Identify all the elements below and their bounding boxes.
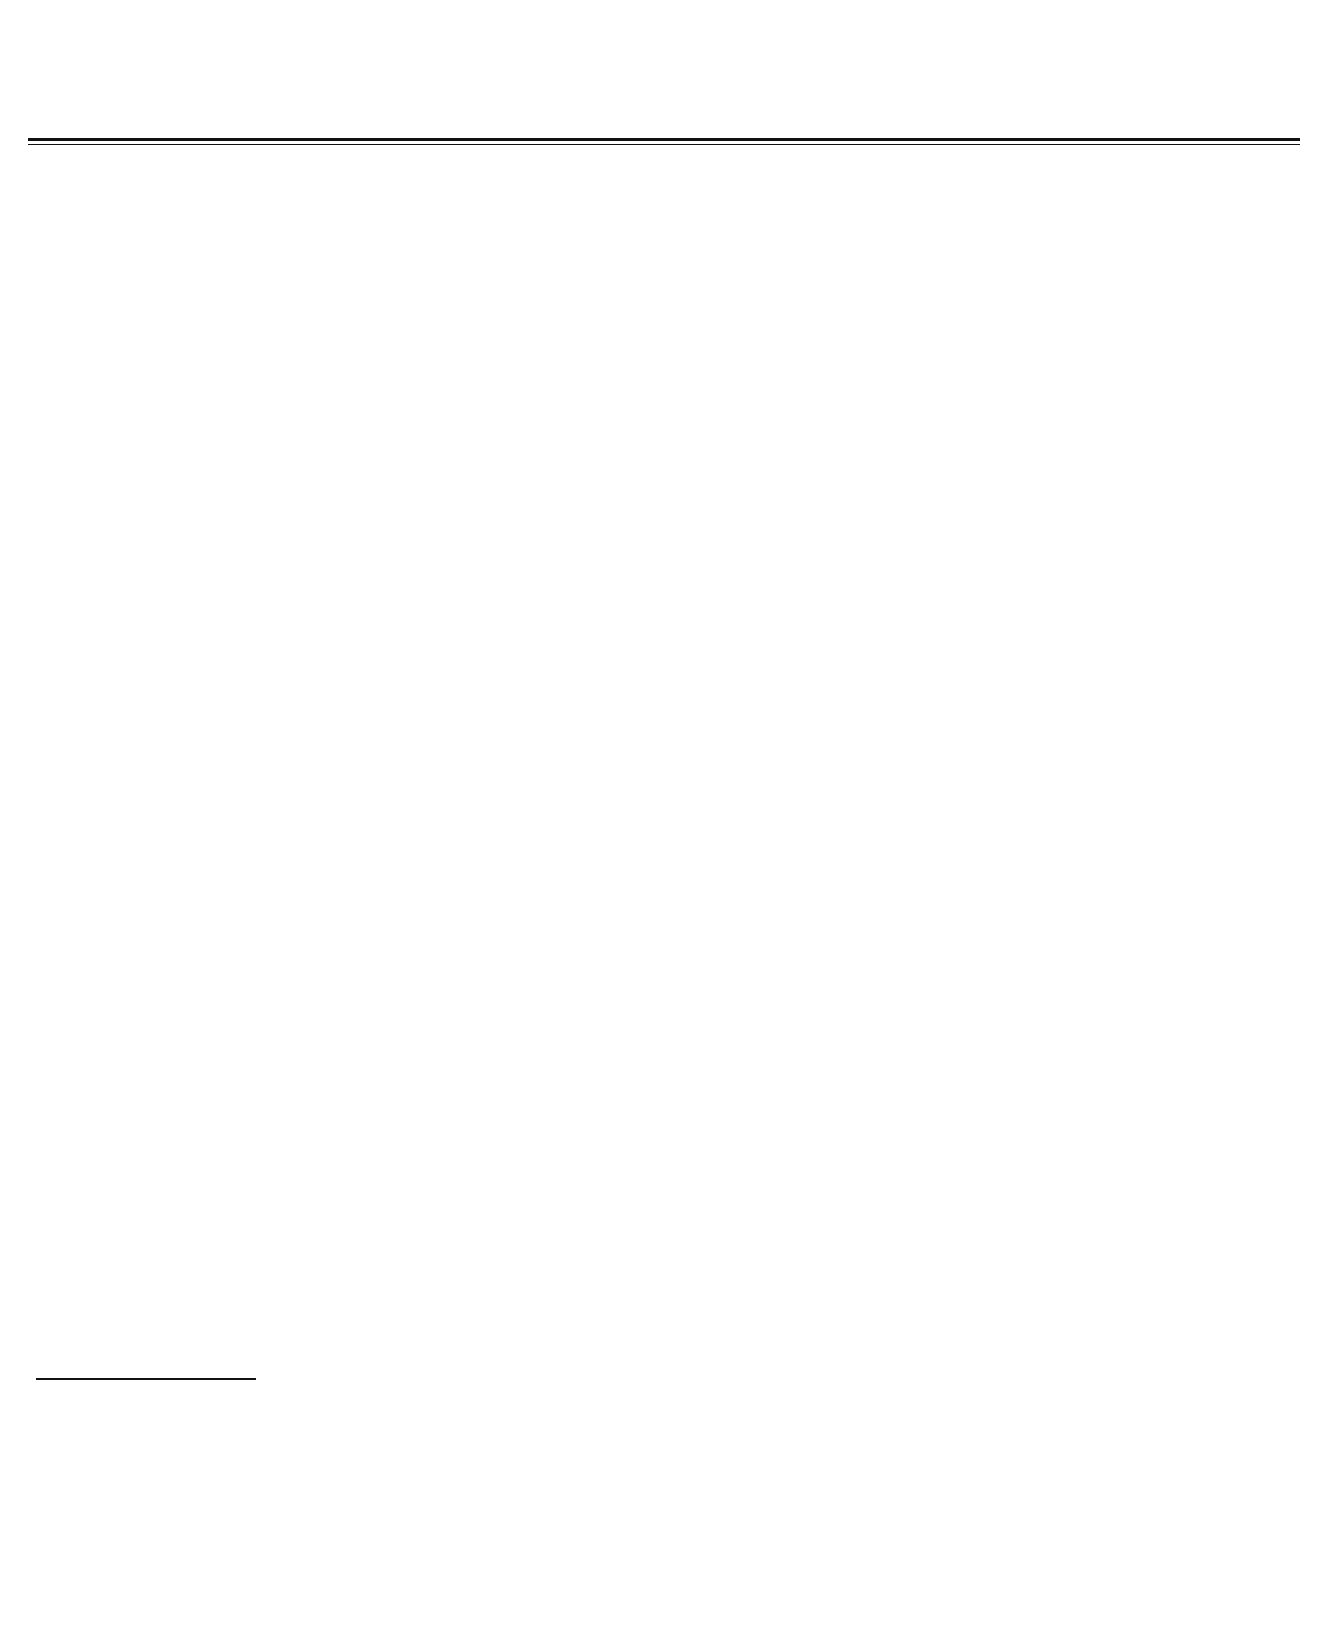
top-rule bbox=[28, 138, 1300, 141]
footnote-rule bbox=[36, 1378, 256, 1380]
top-rule-thin bbox=[28, 144, 1300, 145]
